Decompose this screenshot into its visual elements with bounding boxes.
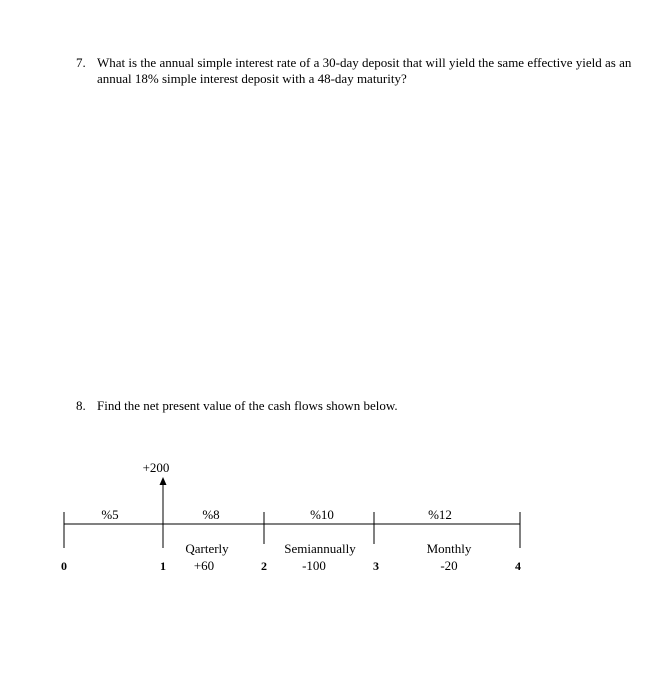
tick-3-label: 3 — [373, 559, 379, 573]
segment-2-frequency: Semiannually — [284, 541, 356, 556]
rate-label-4: %12 — [428, 507, 452, 522]
tick-0-label: 0 — [61, 559, 67, 573]
segment-3-amount: -20 — [440, 558, 458, 573]
tick-4-label: 4 — [515, 559, 521, 573]
question-7 — [76, 55, 636, 87]
segment-1-frequency: Qarterly — [185, 541, 229, 556]
question-8-number: 8. — [76, 398, 86, 413]
segment-3-frequency: Monthly — [426, 541, 472, 556]
inflow-label: +200 — [142, 460, 170, 475]
question-8 — [76, 398, 636, 414]
inflow-arrow-icon — [160, 477, 167, 485]
question-7-number: 7. — [76, 55, 86, 70]
question-8-text: Find the net present value of the cash flows shown below. — [97, 398, 398, 413]
rate-label-1: %5 — [101, 507, 119, 522]
tick-2-label: 2 — [261, 559, 267, 573]
cash-flow-timeline — [0, 450, 664, 590]
tick-1-label: 1 — [160, 559, 166, 573]
rate-label-3: %10 — [310, 507, 334, 522]
segment-1-amount: +60 — [193, 558, 215, 573]
question-7-text: What is the annual simple interest rate of a 30-day deposit that will yield the same effective yield as an annual 18% simple interest deposit with a 48-day maturity? — [97, 55, 632, 86]
segment-2-amount: -100 — [302, 558, 326, 573]
rate-label-2: %8 — [202, 507, 220, 522]
